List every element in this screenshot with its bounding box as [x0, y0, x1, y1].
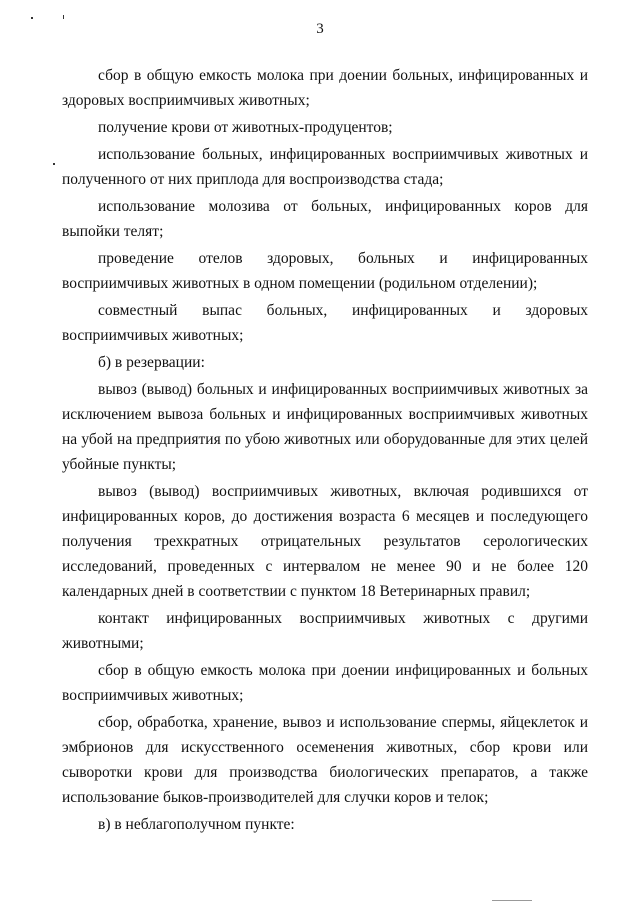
paragraph: сбор, обработка, хранение, вывоз и использование спермы, яйцеклеток и эмбрионов для искусственного осеменения животных, сбор крови или сыворотки крови для производства биологических препаратов, а также использование быков-производителей для случки коров и телок; [62, 714, 588, 806]
paragraph: проведение отелов здоровых, больных и инфицированных восприимчивых животных в одном помещении (родильном отделении); [62, 250, 588, 292]
scan-speck [31, 17, 33, 19]
paragraph: сбор в общую емкость молока при доении больных, инфицированных и здоровых восприимчивых животных; [62, 67, 588, 109]
document-body [62, 63, 588, 839]
paragraph: контакт инфицированных восприимчивых животных с другими животными; [62, 610, 588, 652]
paragraph: использование молозива от больных, инфицированных коров для выпойки телят; [62, 198, 588, 240]
paragraph: сбор в общую емкость молока при доении инфицированных и больных восприимчивых животных; [62, 662, 588, 704]
scan-speck [63, 15, 64, 19]
scan-speck [53, 163, 55, 165]
paragraph: получение крови от животных-продуцентов; [98, 119, 393, 136]
scan-edge-line [492, 900, 532, 901]
paragraph: вывоз (вывод) больных и инфицированных восприимчивых животных за исключением вывоза больных и инфицированных восприимчивых животных на убой на предприятия по убою животных или оборудованные для этих целей убойные пункты; [62, 381, 588, 473]
paragraph: совместный выпас больных, инфицированных и здоровых восприимчивых животных; [62, 302, 588, 344]
paragraph: использование больных, инфицированных восприимчивых животных и полученного от них приплода для воспроизводства стада; [62, 146, 588, 188]
section-heading: в) в неблагополучном пункте: [98, 816, 295, 833]
page-number: 3 [316, 21, 324, 37]
paragraph: вывоз (вывод) восприимчивых животных, включая родившихся от инфицированных коров, до достижения возраста 6 месяцев и последующего получения трехкратных отрицательных результатов серологических исследований, проведенных с интервалом не менее 90 и не более 120 календарных дней в соответствии с пунктом 18 Ветеринарных правил; [62, 483, 588, 600]
section-heading: б) в резервации: [98, 354, 205, 371]
